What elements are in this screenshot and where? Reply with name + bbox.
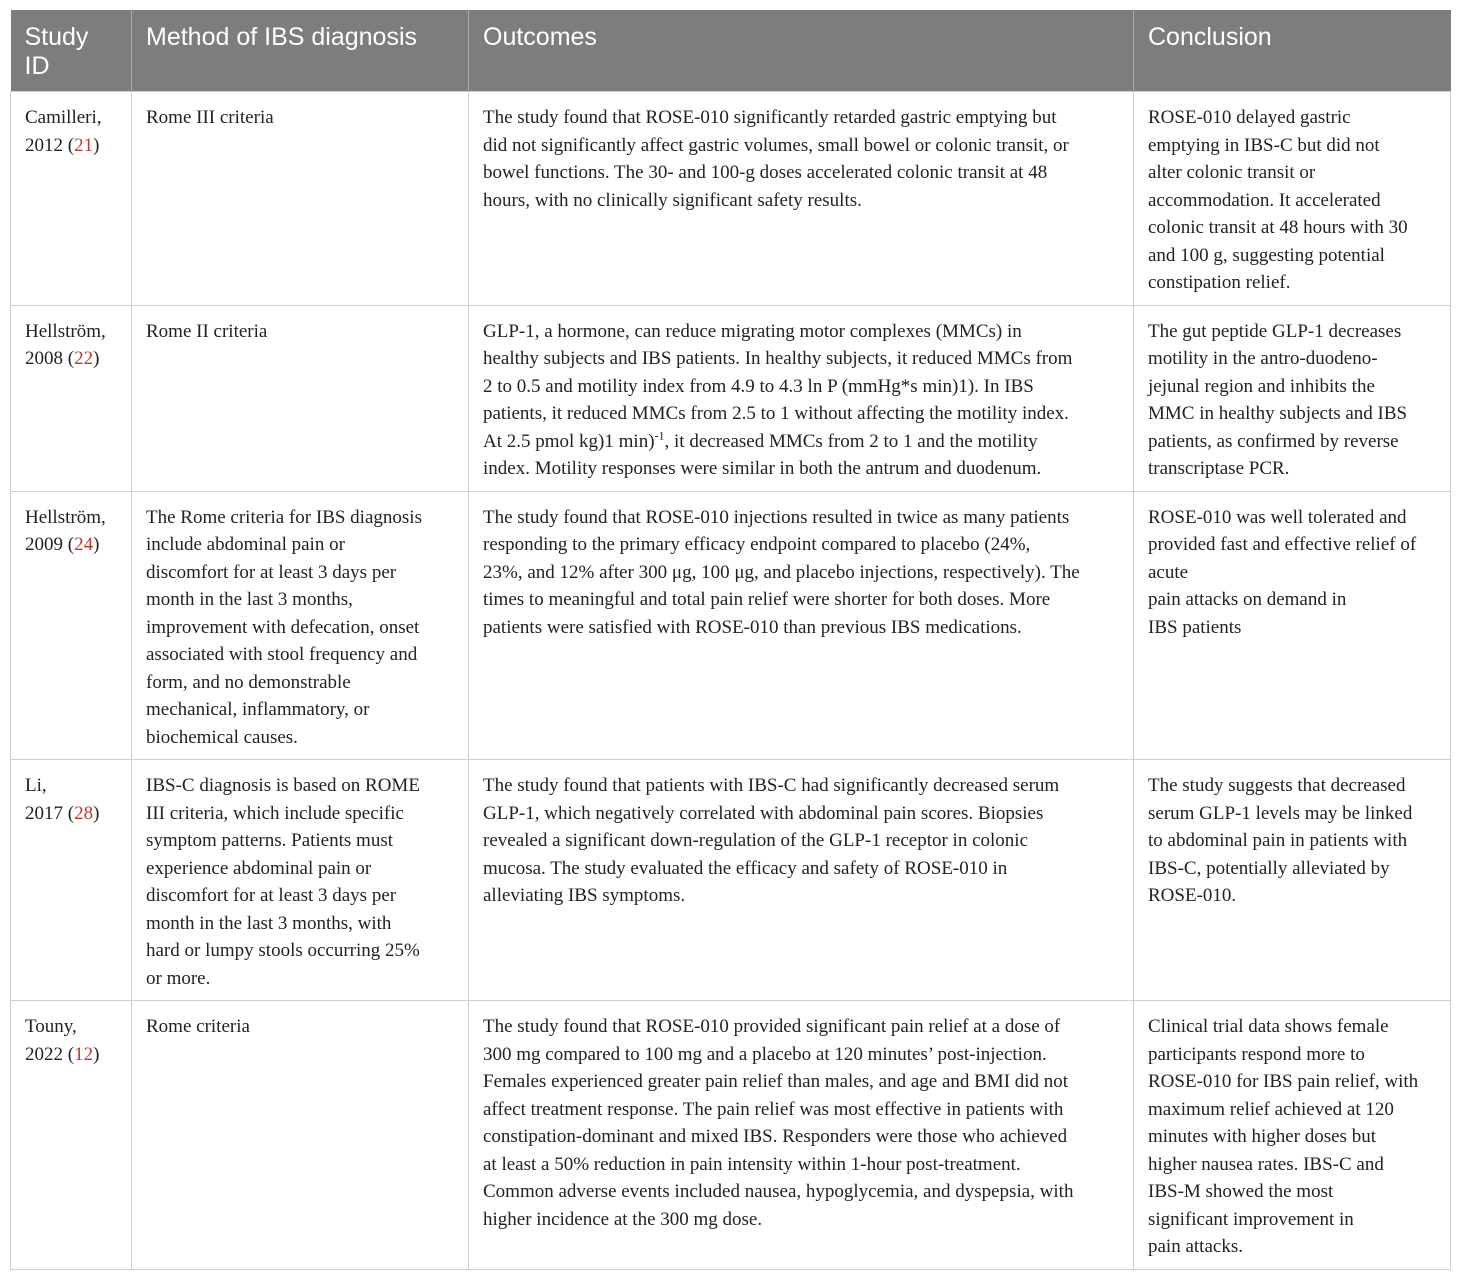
study-id-text: Hellström, 2009 ( (25, 506, 106, 555)
method-cell: The Rome criteria for IBS diagnosis include abdominal pain or discomfort for at least 3 days per month in the last 3 months, improvement with defecation, onset associated with stool frequency and form, and no demonstrable mechanical, inflammatory, or biochemical causes. (132, 491, 469, 760)
study-id-text: Hellström, 2008 ( (25, 320, 106, 369)
header-conclusion: Conclusion (1134, 10, 1451, 92)
outcomes-cell: The study found that patients with IBS-C had significantly decreased serum GLP-1, which negatively correlated with abdominal pain scores. Biopsies revealed a significant down-regulation of the GLP-1 receptor in colonic mucosa. The study evaluated the efficacy and safety of ROSE-010 in alleviating IBS symptoms. (469, 760, 1134, 1001)
reference-link[interactable]: 21 (74, 134, 94, 156)
table-row (11, 1001, 1451, 1270)
study-id-text: Li, 2017 ( (25, 775, 75, 824)
reference-link[interactable]: 22 (74, 348, 94, 369)
conclusion-cell: ROSE-010 was well tolerated and provided fast and effective relief of acute pain attacks on demand in IBS patients (1134, 491, 1451, 760)
outcomes-cell: The study found that ROSE-010 significantly retarded gastric emptying but did not significantly affect gastric volumes, small bowel or colonic transit, or bowel functions. The 30- and 100-g doses accelerated colonic transit at 48 hours, with no clinically significant safety results. (469, 92, 1134, 306)
outcomes-text-continued: , it decreased MMCs from 2 to 1 and the motility index. Motility responses were similar in both the antrum and duodenum. (483, 430, 1042, 479)
study-id-cell: Li, 2017 (28) (11, 760, 132, 1001)
conclusion-cell: Clinical trial data shows female participants respond more to ROSE-010 for IBS pain relief, with maximum relief achieved at 120 minutes with higher doses but higher nausea rates. IBS-C and IBS-M showed the most significant improvement in pain attacks. (1134, 1001, 1451, 1270)
outcomes-cell: The study found that ROSE-010 provided significant pain relief at a dose of 300 mg compared to 100 mg and a placebo at 120 minutes’ post-injection. Females experienced greater pain relief than males, and age and BMI did not affect treatment response. The pain relief was most effective in patients with constipation-dominant and mixed IBS. Responders were those who achieved at least a 50% reduction in pain intensity within 1-hour post-treatment. Common adverse events included nausea, hypoglycemia, and dyspepsia, with higher incidence at the 300 mg dose. (469, 1001, 1134, 1270)
reference-link[interactable]: 12 (74, 1043, 94, 1065)
method-cell: Rome II criteria (132, 305, 469, 491)
method-cell: Rome III criteria (132, 92, 469, 306)
outcomes-cell (469, 305, 1134, 491)
conclusion-cell: ROSE-010 delayed gastric emptying in IBS-C but did not alter colonic transit or accommodation. It accelerated colonic transit at 48 hours with 30 and 100 g, suggesting potential constipation relief. (1134, 92, 1451, 306)
studies-table-container (10, 10, 1450, 1270)
study-id-cell: Hellström, 2008 (22) (11, 305, 132, 491)
table-header-row (11, 10, 1451, 92)
table-row (11, 760, 1451, 1001)
study-id-text: Camilleri, 2012 ( (25, 107, 102, 156)
studies-table (10, 10, 1451, 1270)
header-study-id: Study ID (11, 10, 132, 92)
method-cell: Rome criteria (132, 1001, 469, 1270)
method-cell: IBS-C diagnosis is based on ROME III criteria, which include specific symptom patterns. Patients must experience abdominal pain or discomfort for at least 3 days per month in the last 3 months, with hard or lumpy stools occurring 25% or more. (132, 760, 469, 1001)
header-method: Method of IBS diagnosis (132, 10, 469, 92)
reference-link[interactable]: 28 (74, 802, 94, 824)
header-outcomes: Outcomes (469, 10, 1134, 92)
table-row (11, 92, 1451, 306)
study-id-cell: Hellström, 2009 (24) (11, 491, 132, 760)
superscript-exponent: -1 (654, 428, 665, 443)
study-id-text: Touny, 2022 ( (25, 1016, 77, 1065)
conclusion-cell: The gut peptide GLP-1 decreases motility in the antro-duodeno- jejunal region and inhibits the MMC in healthy subjects and IBS patients, as confirmed by reverse transcriptase PCR. (1134, 305, 1451, 491)
study-id-cell: Camilleri, 2012 (21) (11, 92, 132, 306)
outcomes-text: GLP-1, a hormone, can reduce migrating motor complexes (MMCs) in healthy subjects and IBS patients. In healthy subjects, it reduced MMCs from 2 to 0.5 and motility index from 4.9 to 4.3 ln P (mmHg*s min)1). In IBS patients, it reduced MMCs from 2.5 to 1 without affecting the motility index. At 2.5 pmol kg)1 min) (483, 320, 1073, 452)
table-row (11, 305, 1451, 491)
table-row (11, 491, 1451, 760)
study-id-cell: Touny, 2022 (12) (11, 1001, 132, 1270)
outcomes-cell: The study found that ROSE-010 injections resulted in twice as many patients responding to the primary efficacy endpoint compared to placebo (24%, 23%, and 12% after 300 μg, 100 μg, and placebo injections, respectively). The times to meaningful and total pain relief were shorter for both doses. More patients were satisfied with ROSE-010 than previous IBS medications. (469, 491, 1134, 760)
reference-link[interactable]: 24 (74, 534, 94, 555)
conclusion-cell: The study suggests that decreased serum GLP-1 levels may be linked to abdominal pain in patients with IBS-C, potentially alleviated by ROSE-010. (1134, 760, 1451, 1001)
